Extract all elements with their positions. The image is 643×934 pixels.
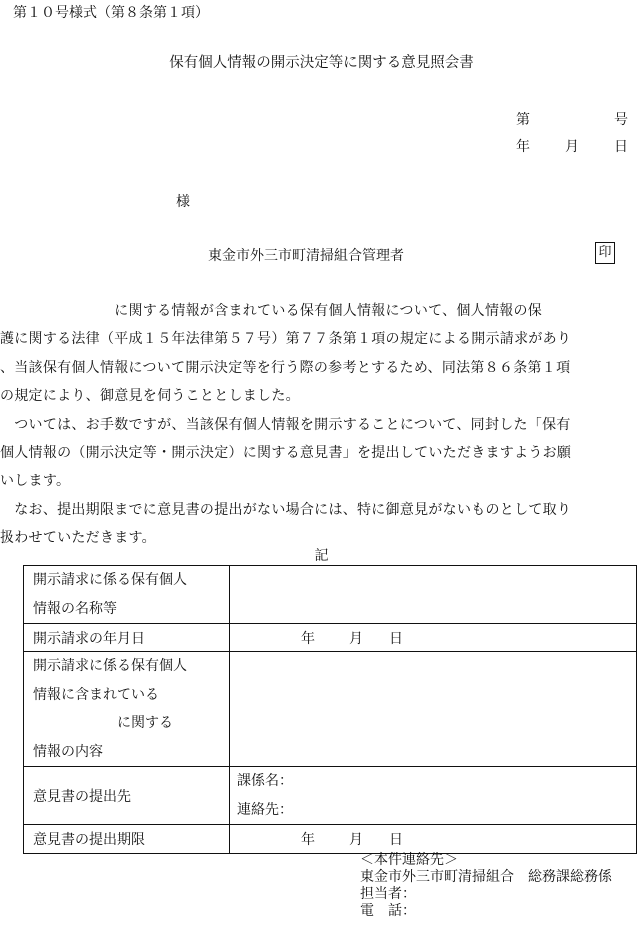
request-date-value[interactable] bbox=[230, 624, 637, 652]
submission-destination-label: 意見書の提出先 bbox=[24, 767, 230, 825]
info-table bbox=[23, 565, 637, 854]
sender-name: 東金市外三市町清掃組合管理者 bbox=[208, 248, 404, 264]
table-row bbox=[24, 624, 637, 652]
body-line: の規定により、御意見を伺うこととしました。 bbox=[0, 388, 300, 405]
request-date-month: 月 bbox=[349, 630, 363, 647]
document-number bbox=[516, 109, 628, 129]
deadline-month: 月 bbox=[349, 832, 363, 848]
submission-destination-value[interactable] bbox=[230, 767, 637, 825]
request-info-name-label: 開示請求に係る保有個人 情報の名称等 bbox=[24, 566, 230, 624]
contact-org: 東金市外三市町清掃組合 総務課総務係 bbox=[360, 869, 612, 885]
contact-block bbox=[360, 852, 612, 920]
table-row bbox=[24, 566, 637, 624]
body-line: 個人情報の（開示決定等・開示決定）に関する意見書」を提出していただきますようお願 bbox=[0, 444, 572, 461]
request-info-name-value[interactable] bbox=[230, 566, 637, 624]
body-line: 、当該保有個人情報について開示決定等を行う際の参考とするため、同法第８６条第１項 bbox=[0, 359, 571, 376]
body-text bbox=[0, 297, 643, 553]
request-date-year: 年 bbox=[301, 630, 315, 647]
date-month: 月 bbox=[565, 139, 579, 155]
deadline-year: 年 bbox=[301, 832, 315, 848]
date-day: 日 bbox=[614, 139, 628, 155]
addressee-suffix: 様 bbox=[176, 194, 190, 210]
body-line: いします。 bbox=[0, 473, 71, 490]
contact-info: 連絡先： bbox=[237, 801, 293, 818]
body-line: 扱わせていただきます。 bbox=[0, 530, 156, 547]
contact-heading: ＜本件連絡先＞ bbox=[360, 852, 458, 868]
form-number: 第１０号様式（第８条第１項） bbox=[13, 5, 209, 21]
body-line: に関する情報が含まれている保有個人情報について、個人情報の保 bbox=[0, 303, 543, 319]
contact-person: 担当者： bbox=[360, 886, 416, 902]
table-row bbox=[24, 652, 637, 767]
body-line: ついては、お手数ですが、当該保有個人情報を開示することについて、同封した「保有 bbox=[0, 416, 571, 433]
body-line: 護に関する法律（平成１５年法律第５７号）第７７条第１項の規定による開示請求があり bbox=[0, 331, 572, 348]
section-name: 課係名： bbox=[237, 773, 293, 789]
table-row bbox=[24, 767, 637, 825]
request-date-label: 開示請求の年月日 bbox=[24, 624, 230, 652]
document-date bbox=[516, 136, 628, 156]
body-line: なお、提出期限までに意見書の提出がない場合には、特に御意見がないものとして取り bbox=[0, 501, 572, 518]
info-content-label: 開示請求に係る保有個人 情報に含まれている に関する 情報の内容 bbox=[24, 652, 230, 767]
info-content-value[interactable] bbox=[230, 652, 637, 767]
doc-number-suffix: 号 bbox=[614, 112, 628, 128]
deadline-day: 日 bbox=[389, 832, 403, 848]
deadline-value[interactable] bbox=[230, 825, 637, 854]
table-row bbox=[24, 825, 637, 854]
document-title: 保有個人情報の開示決定等に関する意見照会書 bbox=[169, 55, 474, 71]
ki-heading: 記 bbox=[314, 548, 329, 564]
request-date-day: 日 bbox=[389, 630, 403, 647]
contact-phone: 電 話： bbox=[360, 903, 416, 919]
doc-number-prefix: 第 bbox=[516, 112, 530, 128]
deadline-label: 意見書の提出期限 bbox=[24, 825, 230, 854]
date-year: 年 bbox=[516, 139, 530, 155]
seal-mark: 印 bbox=[595, 242, 615, 264]
